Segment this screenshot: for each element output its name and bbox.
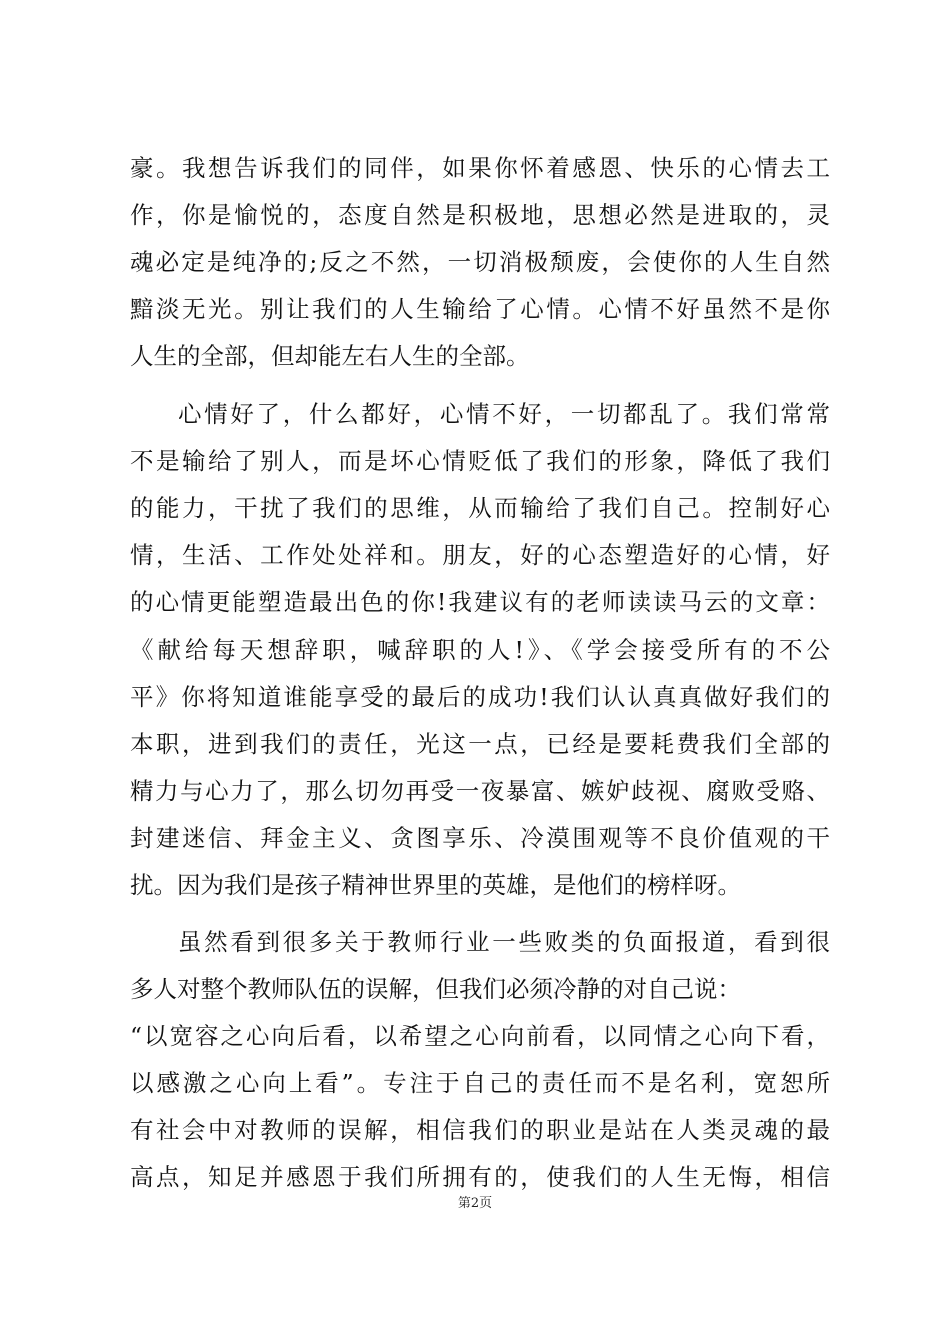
body-text-line: 平》你将知道谁能享受的最后的成功!我们认认真真做好我们的 bbox=[130, 683, 830, 711]
body-text-line: 的心情更能塑造最出色的你!我建议有的老师读读马云的文章： bbox=[130, 588, 830, 616]
body-text-line: 以感激之心向上看”。专注于自己的责任而不是名利，宽恕所 bbox=[130, 1069, 830, 1097]
body-text-line: 人生的全部，但却能左右人生的全部。 bbox=[130, 342, 530, 370]
body-text-line: 精力与心力了，那么切勿再受一夜暴富、嫉妒歧视、腐败受赂、 bbox=[130, 777, 830, 805]
body-text-line: “以宽容之心向后看，以希望之心向前看，以同情之心向下看， bbox=[130, 1022, 830, 1050]
body-text-line: 有社会中对教师的误解，相信我们的职业是站在人类灵魂的最 bbox=[130, 1116, 830, 1144]
body-text-line: 作，你是愉悦的，态度自然是积极地，思想必然是进取的，灵 bbox=[130, 201, 830, 229]
body-text-line: 魂必定是纯净的;反之不然，一切消极颓废，会使你的人生自然 bbox=[130, 248, 830, 276]
body-text-line: 封建迷信、拜金主义、贪图享乐、冷漠围观等不良价值观的干 bbox=[130, 824, 830, 852]
body-text-line: 的能力，干扰了我们的思维，从而输给了我们自己。控制好心 bbox=[130, 494, 830, 522]
body-text-line: 《献给每天想辞职，喊辞职的人!》、《学会接受所有的不公 bbox=[130, 636, 830, 664]
body-text-line: 豪。我想告诉我们的同伴，如果你怀着感恩、快乐的心情去工 bbox=[130, 154, 830, 182]
body-text-line: 多人对整个教师队伍的误解，但我们必须冷静的对自己说： bbox=[130, 975, 741, 1003]
body-text-line: 本职，进到我们的责任，光这一点，已经是要耗费我们全部的 bbox=[130, 730, 830, 758]
paragraph-first-line: 心情好了，什么都好，心情不好，一切都乱了。我们常常 bbox=[178, 400, 830, 428]
page-number: 第2页 bbox=[457, 1196, 493, 1211]
body-text-line: 情，生活、工作处处祥和。朋友，好的心态塑造好的心情，好 bbox=[130, 541, 830, 569]
body-text-line: 高点，知足并感恩于我们所拥有的，使我们的人生无悔，相信 bbox=[130, 1163, 830, 1191]
paragraph-first-line: 虽然看到很多关于教师行业一些败类的负面报道，看到很 bbox=[178, 928, 830, 956]
body-text-line: 黯淡无光。别让我们的人生输给了心情。心情不好虽然不是你 bbox=[130, 295, 830, 323]
body-text-line: 不是输给了别人，而是坏心情贬低了我们的形象，降低了我们 bbox=[130, 447, 830, 475]
body-text-line: 扰。因为我们是孩子精神世界里的英雄，是他们的榜样呀。 bbox=[130, 871, 741, 899]
